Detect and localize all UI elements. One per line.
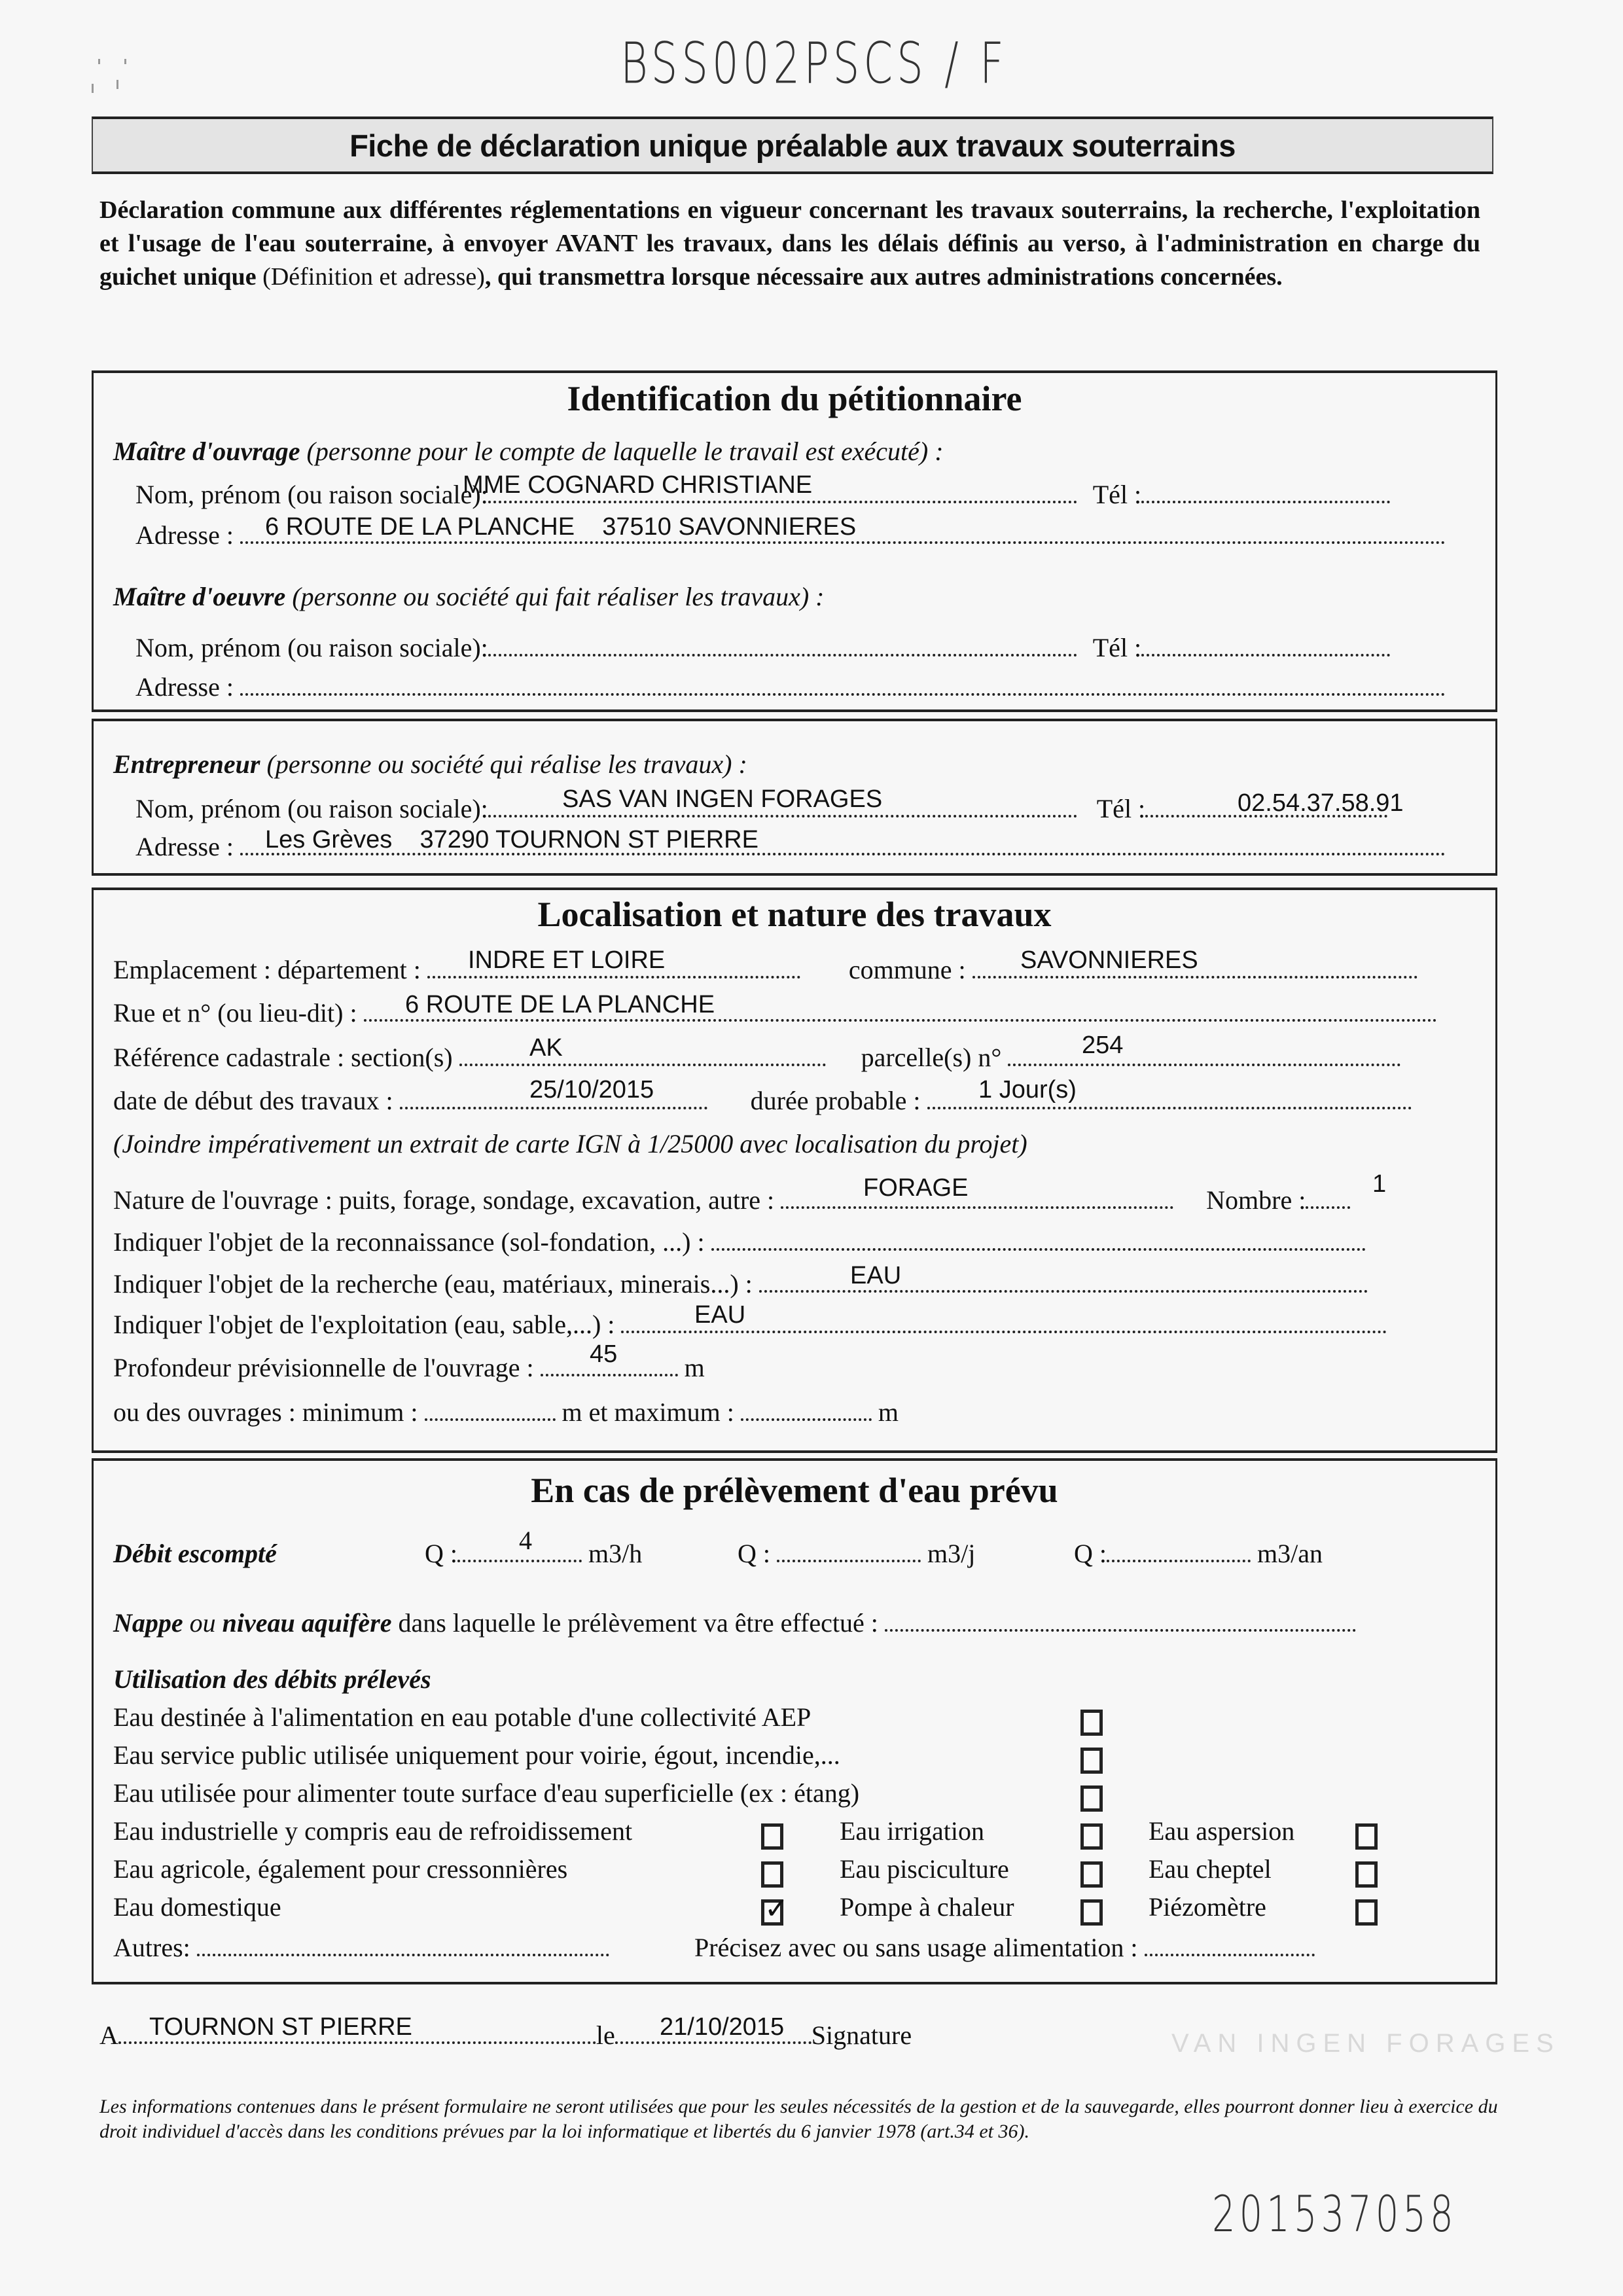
nappe-or: ou	[183, 1608, 223, 1638]
departement-value: INDRE ET LOIRE	[468, 946, 666, 974]
usage-pisciculture-checkbox[interactable]	[1080, 1861, 1103, 1888]
parcelle-value: 254	[1082, 1031, 1124, 1059]
profondeur-unit: m	[684, 1353, 705, 1382]
usage-piezometre-checkbox[interactable]	[1355, 1899, 1378, 1926]
reconnaissance-field[interactable]	[711, 1243, 1366, 1251]
nappe-label: Nappe	[113, 1608, 183, 1638]
precisez-row	[694, 1932, 1315, 1963]
usage-service-public-checkbox[interactable]	[1080, 1748, 1103, 1774]
intro-text-normal: (Définition et adresse)	[256, 263, 485, 291]
form-title-banner	[92, 117, 1493, 174]
section-title-prelevement: En cas de prélèvement d'eau prévu	[531, 1471, 1058, 1510]
entrepreneur-hint: (personne ou société qui réalise les travaux) :	[260, 749, 747, 779]
nombre-value: 1	[1372, 1170, 1387, 1198]
entrepreneur-adresse-label: Adresse :	[135, 832, 234, 861]
debit-label: Débit escompté	[113, 1539, 277, 1568]
rue-label: Rue et n° (ou lieu-dit) :	[113, 998, 357, 1028]
usage-pompe-chaleur-checkbox[interactable]	[1080, 1899, 1103, 1926]
maximum-label: m et maximum :	[562, 1397, 734, 1427]
profondeur-value: 45	[590, 1340, 618, 1368]
q-year-unit: m3/an	[1257, 1539, 1323, 1568]
q-hour-label: Q :	[425, 1539, 457, 1568]
precisez-field[interactable]	[1145, 1948, 1315, 1956]
maitre-oeuvre-adresse-row	[135, 672, 1446, 702]
entrepreneur-nom-label: Nom, prénom (ou raison sociale):	[135, 794, 488, 823]
rue-value: 6 ROUTE DE LA PLANCHE	[405, 991, 715, 1018]
commune-label: commune :	[848, 955, 966, 984]
exploitation-label: Indiquer l'objet de l'exploitation (eau, sable,...) :	[113, 1310, 615, 1339]
maitre-oeuvre-tel-label: Tél :	[1092, 633, 1142, 662]
form-title: Fiche de déclaration unique préalable aux travaux souterrains	[349, 128, 1236, 163]
exploitation-row	[113, 1309, 1387, 1340]
usage-surface-label: Eau utilisée pour alimenter toute surface d'eau superficielle (ex : étang)	[113, 1778, 860, 1808]
section-value: AK	[529, 1034, 563, 1062]
identification-section	[92, 370, 1497, 712]
checkmark-icon: ✓	[764, 1892, 789, 1926]
recherche-value: EAU	[850, 1262, 902, 1289]
usage-aspersion-label: Eau aspersion	[1149, 1816, 1295, 1846]
date-debut-value: 25/10/2015	[529, 1076, 654, 1103]
usage-aep-checkbox[interactable]	[1080, 1710, 1103, 1736]
prelevement-section	[92, 1458, 1497, 1984]
maitre-oeuvre-label: Maître d'oeuvre	[113, 582, 286, 611]
maitre-oeuvre-nom-row	[135, 632, 1390, 663]
parcelle-field[interactable]	[1008, 1058, 1400, 1066]
maitre-oeuvre-tel-field[interactable]	[1141, 649, 1390, 656]
usage-agricole-label: Eau agricole, également pour cressonnières	[113, 1854, 568, 1884]
usage-domestique-label: Eau domestique	[113, 1892, 281, 1922]
handwritten-reference-code: BSS002PSCS / F	[620, 31, 1008, 97]
usage-irrigation-label: Eau irrigation	[840, 1816, 985, 1846]
recherche-label: Indiquer l'objet de la recherche (eau, matériaux, minerais...) :	[113, 1269, 753, 1299]
section-field[interactable]	[459, 1058, 826, 1066]
debit-m3j-row	[738, 1538, 975, 1569]
maitre-ouvrage-tel-field[interactable]	[1141, 495, 1390, 503]
minimum-field[interactable]	[425, 1413, 556, 1421]
maitre-oeuvre-adresse-field[interactable]	[240, 688, 1446, 696]
minimum-label: ou des ouvrages : minimum :	[113, 1397, 418, 1427]
q-hour-value: 4	[519, 1526, 532, 1555]
ign-map-note: (Joindre impérativement un extrait de carte IGN à 1/25000 avec localisation du projet)	[113, 1129, 1027, 1158]
autres-label: Autres:	[113, 1933, 190, 1962]
usage-agricole-checkbox[interactable]	[761, 1861, 783, 1888]
nature-field[interactable]	[781, 1201, 1173, 1209]
date-duree-row	[113, 1085, 1412, 1116]
reconnaissance-row	[113, 1227, 1366, 1257]
privacy-footnote: Les informations contenues dans le présent formulaire ne seront utilisées que pour les seules nécessités de la gestion et de la sauvegarde, elles pourront donner lieu à exercice du droit individuel d'accès dans les conditions prévues par la loi informatique et libertés du 6 janvier 1978 (art.34 et 36).	[99, 2096, 1498, 2142]
usage-surface-checkbox[interactable]	[1080, 1785, 1103, 1812]
section-title-identification: Identification du pétitionnaire	[567, 379, 1022, 418]
q-day-label: Q :	[738, 1539, 770, 1568]
commune-value: SAVONNIERES	[1020, 946, 1198, 974]
intro-text-2: , qui transmettra lorsque nécessaire aux autres administrations concernées.	[484, 263, 1283, 291]
nombre-field[interactable]	[1306, 1201, 1350, 1209]
maitre-oeuvre-adresse-label: Adresse :	[135, 672, 234, 702]
nature-label: Nature de l'ouvrage : puits, forage, sondage, excavation, autre :	[113, 1185, 775, 1215]
exploitation-value: EAU	[694, 1301, 746, 1329]
maximum-unit: m	[878, 1397, 899, 1427]
q-year-label: Q :	[1074, 1539, 1107, 1568]
intro-paragraph	[99, 194, 1480, 294]
date-signature-label: le	[596, 2020, 615, 2050]
maitre-ouvrage-nom-value: MME COGNARD CHRISTIANE	[463, 471, 813, 499]
usage-service-public-label: Eau service public utilisée uniquement pour voirie, égout, incendie,...	[113, 1740, 840, 1770]
nappe-field[interactable]	[885, 1624, 1356, 1632]
usage-domestique-checkbox[interactable]	[761, 1892, 789, 1926]
utilisation-title: Utilisation des débits prélevés	[113, 1664, 431, 1694]
company-stamp-faded: VAN INGEN FORAGES	[1171, 2029, 1560, 2058]
maitre-oeuvre-nom-field[interactable]	[488, 649, 1077, 656]
cadastre-row	[113, 1042, 1400, 1073]
maximum-field[interactable]	[741, 1413, 872, 1421]
nature-row	[113, 1185, 1350, 1215]
usage-cheptel-label: Eau cheptel	[1149, 1854, 1272, 1884]
usage-piezometre-label: Piézomètre	[1149, 1892, 1266, 1922]
usage-aep-label: Eau destinée à l'alimentation en eau potable d'une collectivité AEP	[113, 1702, 812, 1732]
autres-row	[113, 1932, 609, 1963]
entrepreneur-section	[92, 719, 1497, 876]
departement-label: Emplacement : département :	[113, 955, 421, 984]
nappe-row	[113, 1607, 1356, 1638]
q-day-field[interactable]	[777, 1554, 921, 1562]
localisation-section	[92, 888, 1497, 1453]
maitre-oeuvre-nom-label: Nom, prénom (ou raison sociale):	[135, 633, 488, 662]
usage-industrielle-label: Eau industrielle y compris eau de refroidissement	[113, 1816, 633, 1846]
lieu-value: TOURNON ST PIERRE	[149, 2013, 412, 2041]
entrepreneur-adresse-value: Les Grèves 37290 TOURNON ST PIERRE	[265, 826, 758, 853]
section-title-localisation: Localisation et nature des travaux	[537, 895, 1052, 934]
maitre-ouvrage-adresse-value: 6 ROUTE DE LA PLANCHE 37510 SAVONNIERES	[265, 513, 857, 541]
q-day-unit: m3/j	[927, 1539, 976, 1568]
niveau-aquifere-label: niveau aquifère	[222, 1608, 392, 1638]
intro-text-1: Déclaration commune aux différentes réglementations en vigueur concernant les travaux souterrains, la recherche, l'exploitation et l'usage de l'eau souterraine, à envoyer AVANT les travaux, dans les délais définis au verso, à l'administration en charge du guichet unique	[99, 196, 1480, 291]
debit-m3h-row	[425, 1538, 642, 1569]
parcelle-label: parcelle(s) n°	[861, 1043, 1002, 1072]
maitre-ouvrage-tel-label: Tél :	[1092, 480, 1142, 509]
recherche-row	[113, 1268, 1368, 1299]
entrepreneur-tel-value: 02.54.37.58.91	[1238, 789, 1404, 817]
q-year-field[interactable]	[1107, 1554, 1251, 1562]
usage-cheptel-checkbox[interactable]	[1355, 1861, 1378, 1888]
scan-artifacts	[92, 59, 183, 98]
precisez-label: Précisez avec ou sans usage alimentation :	[694, 1933, 1138, 1962]
departement-row	[113, 954, 1418, 985]
maitre-ouvrage-label: Maître d'ouvrage	[113, 437, 300, 466]
usage-pompe-chaleur-label: Pompe à chaleur	[840, 1892, 1014, 1922]
reconnaissance-label: Indiquer l'objet de la reconnaissance (sol-fondation, ...) :	[113, 1227, 705, 1257]
handwritten-file-number: 201537058	[1212, 2186, 1457, 2244]
nature-value: FORAGE	[863, 1174, 969, 1202]
q-hour-unit: m3/h	[588, 1539, 643, 1568]
entrepreneur-tel-label: Tél :	[1096, 794, 1146, 823]
maitre-oeuvre-heading	[113, 581, 824, 612]
signature-label: Signature	[811, 2020, 912, 2050]
usage-aspersion-checkbox[interactable]	[1355, 1823, 1378, 1850]
maitre-ouvrage-adresse-label: Adresse :	[135, 520, 234, 550]
rue-row	[113, 997, 1437, 1028]
autres-field[interactable]	[197, 1948, 609, 1956]
usage-pisciculture-label: Eau pisciculture	[840, 1854, 1009, 1884]
duree-value: 1 Jour(s)	[978, 1076, 1077, 1103]
section-label: Référence cadastrale : section(s)	[113, 1043, 453, 1072]
entrepreneur-heading	[113, 749, 747, 780]
min-max-row	[113, 1397, 899, 1427]
profondeur-field[interactable]	[541, 1369, 678, 1376]
date-debut-label: date de début des travaux :	[113, 1086, 393, 1115]
entrepreneur-nom-value: SAS VAN INGEN FORAGES	[562, 785, 883, 813]
duree-label: durée probable :	[750, 1086, 921, 1115]
maitre-ouvrage-nom-label: Nom, prénom (ou raison sociale):	[135, 480, 488, 509]
maitre-oeuvre-hint: (personne ou société qui fait réaliser les travaux) :	[285, 582, 825, 611]
date-signature-value: 21/10/2015	[660, 2013, 785, 2041]
usage-industrielle-checkbox[interactable]	[761, 1823, 783, 1850]
entrepreneur-label: Entrepreneur	[113, 749, 260, 779]
profondeur-label: Profondeur prévisionnelle de l'ouvrage :	[113, 1353, 534, 1382]
usage-irrigation-checkbox[interactable]	[1080, 1823, 1103, 1850]
maitre-ouvrage-heading	[113, 436, 944, 467]
maitre-ouvrage-hint: (personne pour le compte de laquelle le travail est exécuté) :	[300, 437, 944, 466]
lieu-label: A	[99, 2020, 118, 2050]
nappe-description: dans laquelle le prélèvement va être effectué :	[391, 1608, 878, 1638]
nombre-label: Nombre :	[1206, 1185, 1306, 1215]
debit-m3an-row	[1074, 1538, 1323, 1569]
